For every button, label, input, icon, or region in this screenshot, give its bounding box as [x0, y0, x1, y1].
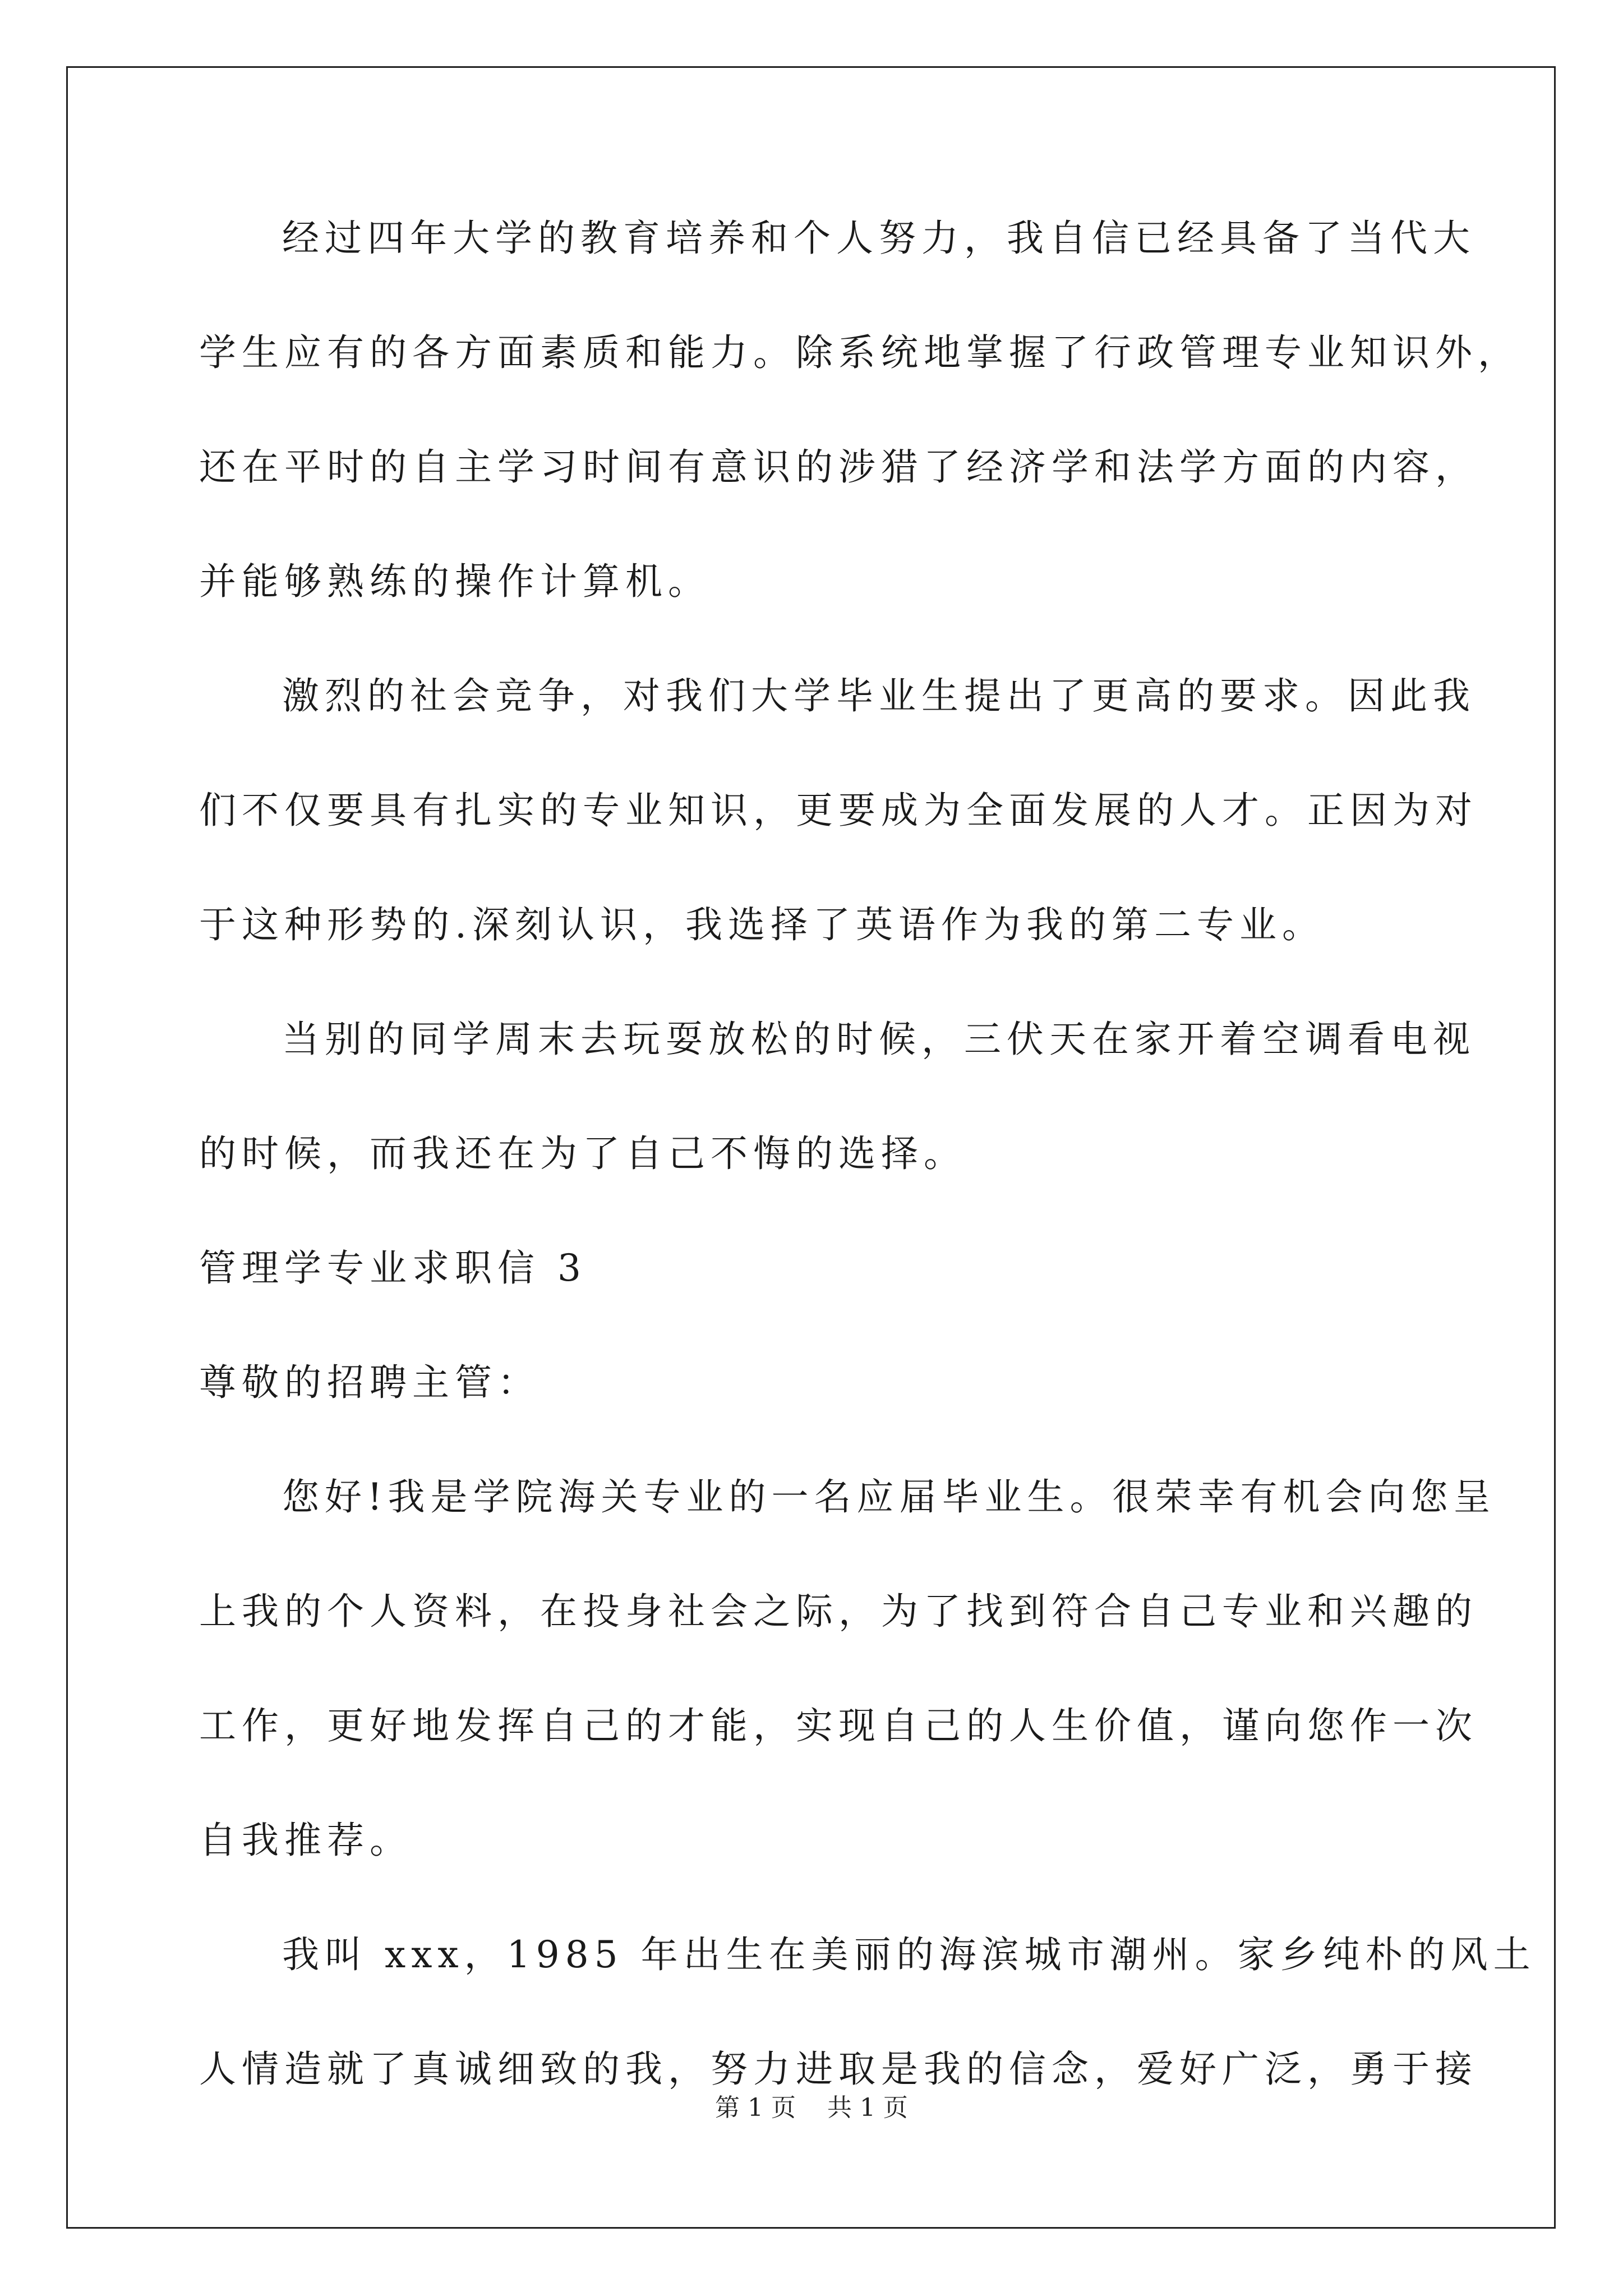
text-line: 并能够熟练的操作计算机。	[199, 560, 711, 603]
text-line: 当别的同学周末去玩耍放松的时候，三伏天在家开着空调看电视	[282, 1018, 1476, 1061]
text-line: 们不仅要具有扎实的专业知识，更要成为全面发展的人才。正因为对	[199, 789, 1478, 832]
text-line: 工作，更好地发挥自己的才能，实现自己的人生价值，谨向您作一次	[199, 1704, 1478, 1747]
salutation: 尊敬的招聘主管：	[199, 1361, 540, 1404]
text-line: 人情造就了真诚细致的我，努力进取是我的信念，爱好广泛，勇于接	[199, 2047, 1478, 2091]
text-line: 上我的个人资料，在投身社会之际，为了找到符合自己专业和兴趣的	[199, 1590, 1478, 1633]
text-line: 经过四年大学的教育培养和个人努力，我自信已经具备了当代大	[282, 217, 1476, 260]
text-line: 我叫 xxx，1985 年出生在美丽的海滨城市潮州。家乡纯朴的风土	[282, 1933, 1536, 1976]
page-footer: 第 1 页 共 1 页	[715, 2093, 908, 2122]
text-line: 学生应有的各方面素质和能力。除系统地掌握了行政管理专业知识外，	[199, 331, 1520, 374]
document-body	[199, 208, 1536, 2153]
section-heading: 管理学专业求职信 3	[199, 1246, 587, 1290]
text-line: 的时候，而我还在为了自己不悔的选择。	[199, 1132, 966, 1175]
text-line: 您好!我是学院海关专业的一名应届毕业生。很荣幸有机会向您呈	[282, 1475, 1496, 1519]
text-line: 于这种形势的.深刻认识，我选择了英语作为我的第二专业。	[199, 903, 1325, 946]
text-line: 还在平时的自主学习时间有意识的涉猎了经济学和法学方面的内容，	[199, 445, 1478, 489]
text-line: 激烈的社会竞争，对我们大学毕业生提出了更高的要求。因此我	[282, 674, 1476, 717]
text-line: 自我推荐。	[199, 1819, 412, 1862]
